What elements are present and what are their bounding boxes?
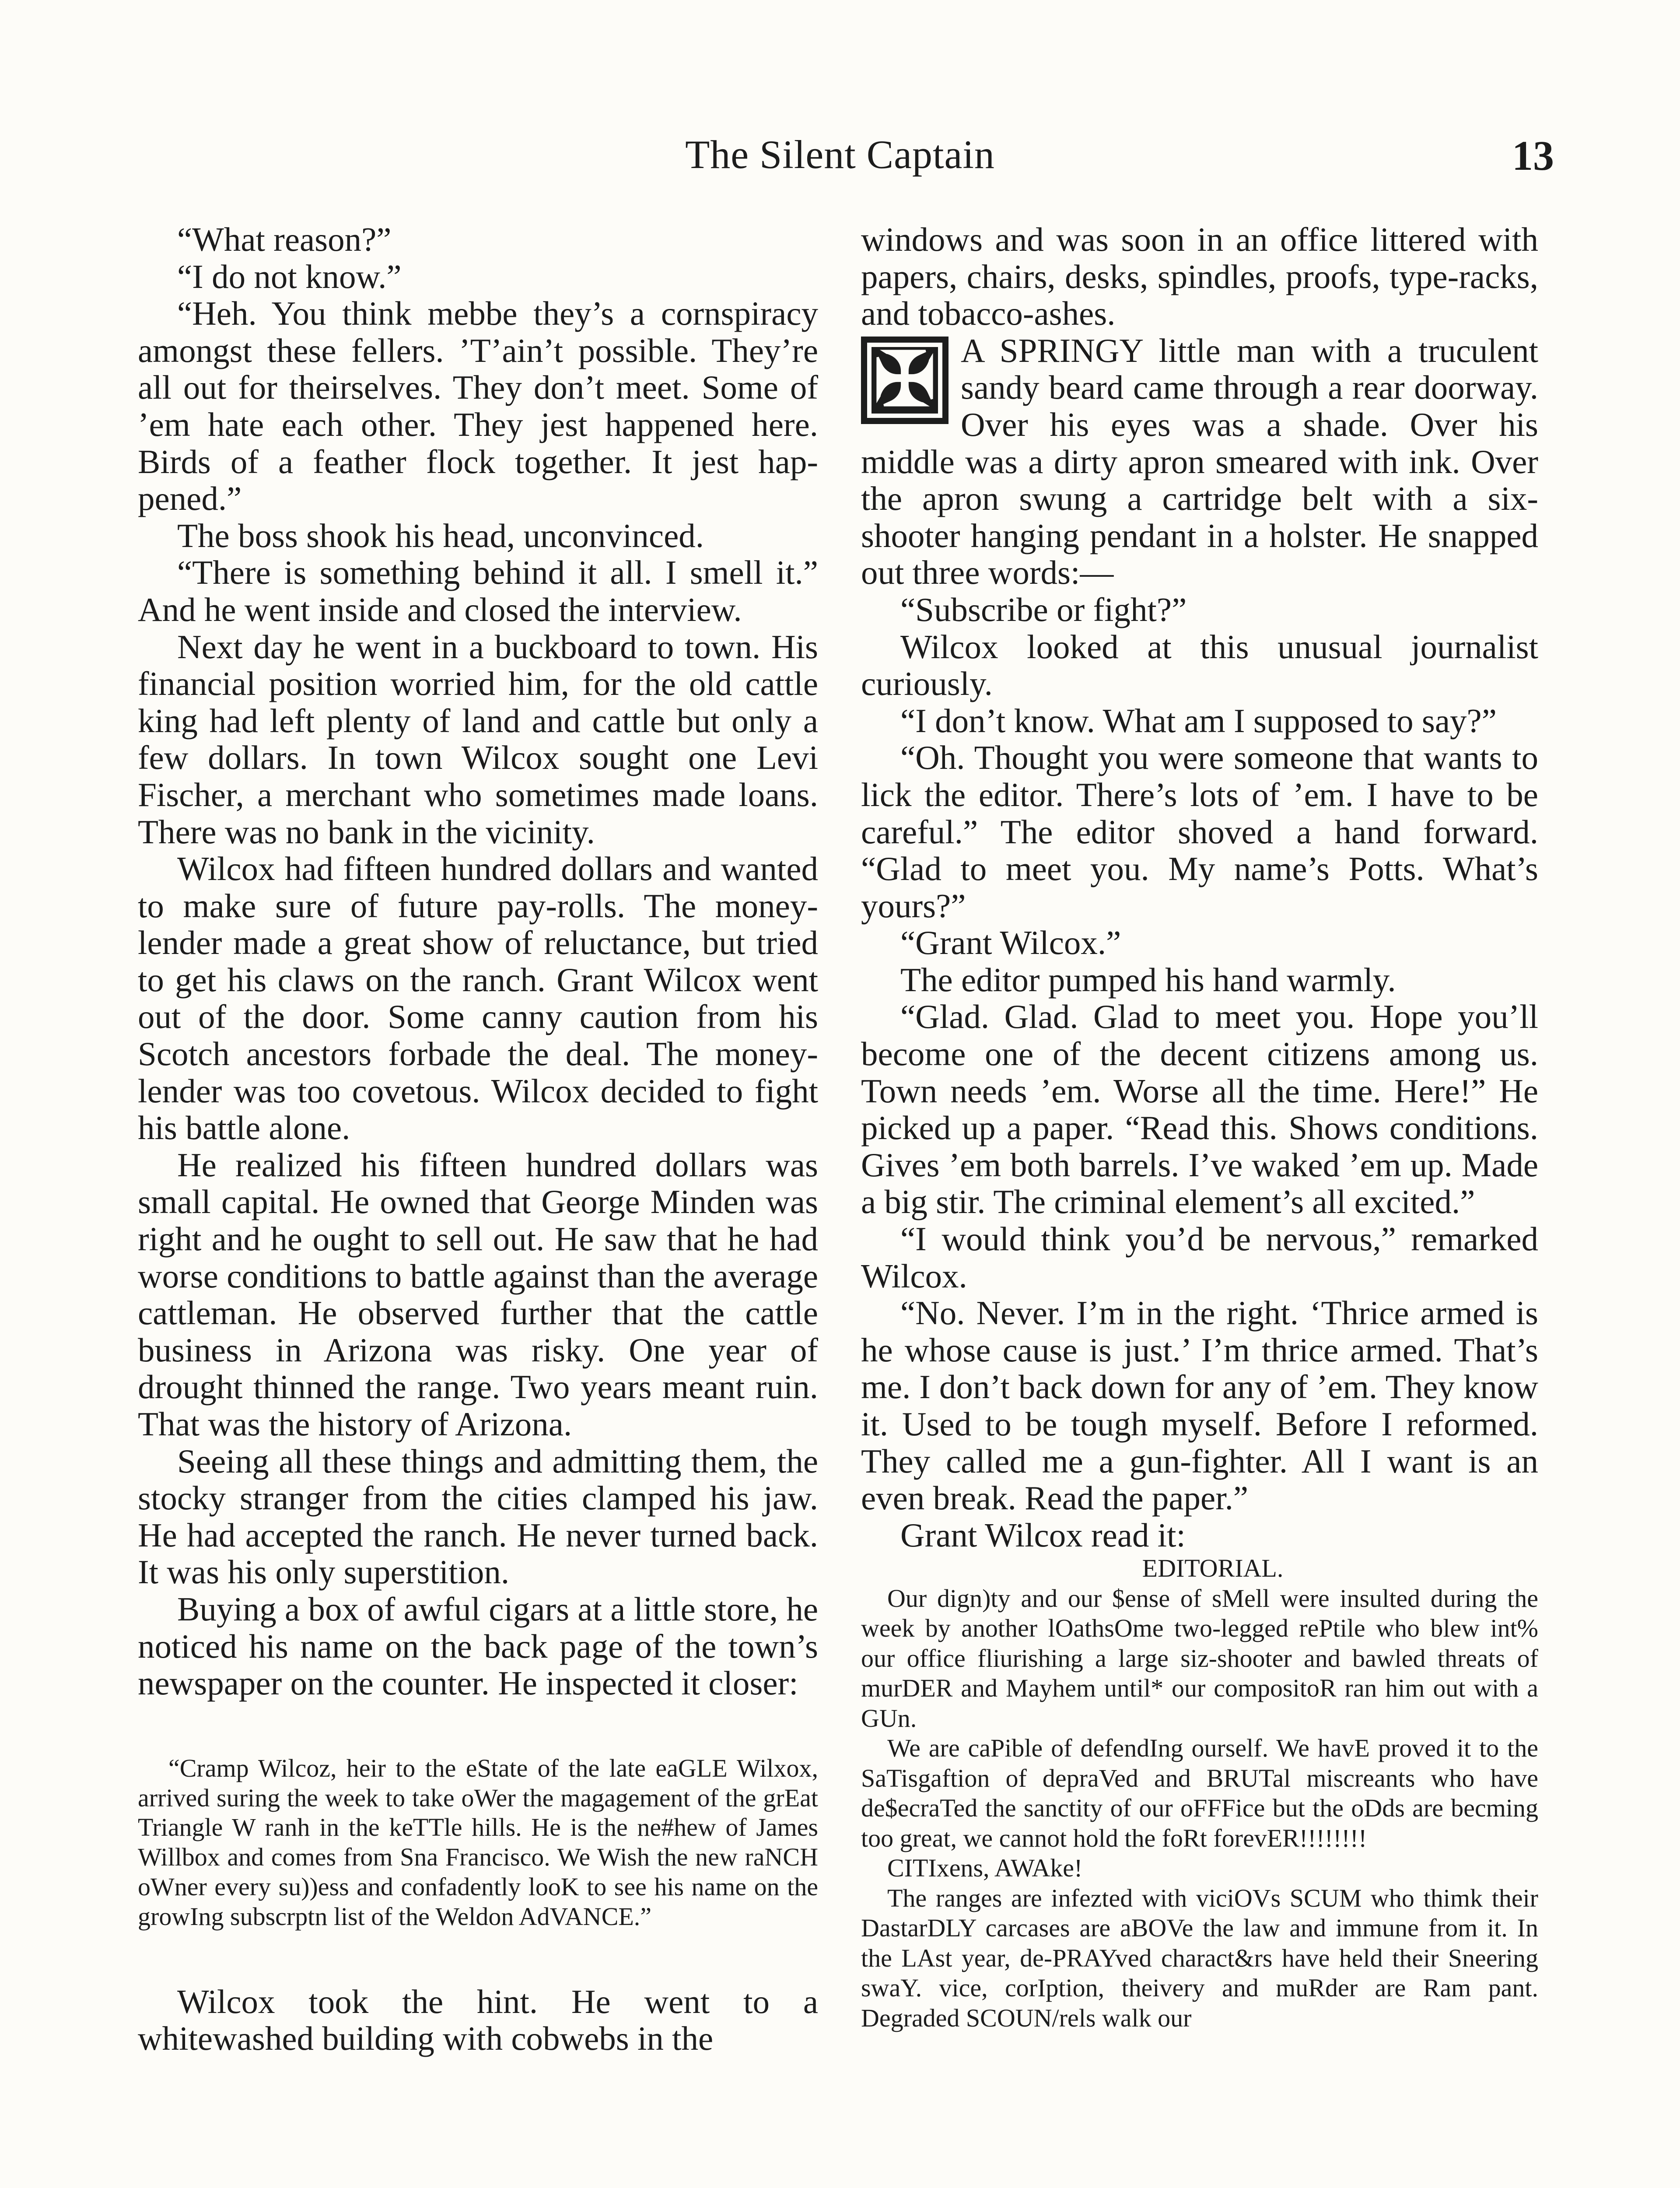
dropcap-paragraph-text: A SPRINGY little man with a truculent sandy beard came through a rear doorway. Over his eyes was a shade. Over his middle was a dirty apron smeared with ink. Over the apron swung a cartridge belt with a six-shooter hanging pendant in a holster. He snapped out three words:—	[861, 331, 1538, 592]
paragraph: Next day he went in a buckboard to town. His financial position worried him, for the old cattle king had left plenty of land and cattle but only a few dollars. In town Wilcox sought one Levi Fischer, a merchant who sometimes made loans. There was no bank in the vicinity.	[138, 628, 818, 851]
page-number: 13	[1512, 132, 1554, 179]
paragraph: Seeing all these things and admitting them, the stocky stranger from the cities clamped his jaw. He had accepted the ranch. He never turned back. It was his only superstition.	[138, 1442, 818, 1591]
running-head-title: The Silent Captain	[685, 132, 995, 177]
editorial-paragraph: CITIxens, AWAke!	[887, 1854, 1083, 1883]
paragraph: “I would think you’d be nervous,” remarked Wilcox.	[861, 1220, 1538, 1295]
paragraph: “No. Never. I’m in the right. ‘Thrice armed is he whose cause is just.’ I’m thrice armed. That’s me. I don’t back down for any of ’em. They know it. Used to be tough myself. Before I reformed. They called me a gun-fighter. All I want is an even break. Read the paper.”	[861, 1294, 1538, 1517]
left-column	[138, 221, 818, 2057]
paragraph: Wilcox took the hint. He went to a whitewashed building with cobwebs in the	[138, 1982, 818, 2058]
paragraph: The boss shook his head, unconvinced.	[177, 516, 704, 554]
paragraph: Buying a box of awful cigars at a little store, he noticed his name on the back page of the town’s newspaper on the counter. He inspected it closer:	[138, 1590, 818, 1702]
dropcap-paragraph	[861, 332, 1538, 591]
paragraph: He realized his fifteen hundred dollars was small capital. He owned that George Minden was right and he ought to sell out. He saw that he had worse conditions to battle against than the average cattleman. He observed further that the cattle business in Arizona was risky. One year of drought thinned the range. Two years meant ruin. That was the history of Arizona.	[138, 1146, 818, 1443]
paragraph: Wilcox looked at this unusual journalist curiously.	[861, 628, 1538, 703]
editorial-section	[861, 1553, 1538, 2033]
editorial-heading: EDITORIAL.	[1142, 1554, 1284, 1583]
paragraph: “Subscribe or fight?”	[900, 590, 1187, 628]
paragraph: “Grant Wilcox.”	[900, 924, 1121, 962]
paragraph: “I don’t know. What am I supposed to say?”	[900, 701, 1497, 740]
right-column	[861, 221, 1538, 2033]
editorial-paragraph: We are caPible of defendIng ourself. We havE proved it to the SaTisgaftion of depraVed and BRUTal miscreants who have de$ecraTed the sanctity of our oFFFice but the oDds are becming too great, we cannot hold the foRt forevER!!!!!!!!	[861, 1734, 1538, 1852]
ornamental-dropcap-icon: ✠	[861, 337, 948, 424]
paragraph: “Oh. Thought you were someone that wants to lick the editor. There’s lots of ’em. I have to be careful.” The editor shoved a hand forward. “Glad to meet you. My name’s Potts. What’s yours?”	[861, 739, 1538, 925]
editorial-paragraph: Our dign)ty and our $ense of sMell were insulted during the week by another lOathsOme two-legged rePtile who blew int% our office fliurishing a large siz-shooter and bawled threats of murDER and Mayhem until* our compositoR ran him out with a GUn.	[861, 1584, 1538, 1732]
paragraph: “What reason?”	[177, 221, 392, 258]
paragraph: “I do not know.”	[177, 257, 402, 295]
paragraph: “Heh. You think mebbe they’s a cornspiracy amongst these fellers. ’T’ain’t possible. They’re all out for theirselves. They don’t meet. Some of ’em hate each other. They jest happened here. Birds of a feather flock together. It jest happened.”	[138, 295, 818, 518]
newspaper-notice	[138, 1753, 818, 1932]
paragraph: “There is something behind it all. I smell it.” And he went inside and closed the interview.	[138, 554, 818, 628]
paragraph: The editor pumped his hand warmly.	[900, 961, 1396, 999]
newspaper-notice-text: “Cramp Wilcoz, heir to the eState of the late eaGLE Wilxox, arrived suring the week to take oWer the magagement of the grEat Triangle W ranh in the keTTle hills. He is the ne#hew of James Willbox and comes from Sna Francisco. We Wish the new raNCH oWner every su))ess and confadently looK to see his name on the growIng subscrptn list of the Weldon AdVANCE.”	[138, 1753, 818, 1931]
paragraph: Wilcox had fifteen hundred dollars and wanted to make sure of future pay-rolls. The money-lender made a great show of reluctance, but tried to get his claws on the ranch. Grant Wilcox went out of the door. Some canny caution from his Scotch ancestors forbade the deal. The money-lender was too covetous. Wilcox decided to fight his battle alone.	[138, 850, 818, 1147]
paragraph: “Glad. Glad. Glad to meet you. Hope you’ll become one of the decent citizens among us. Town needs ’em. Worse all the time. Here!” He picked up a paper. “Read this. Shows conditions. Gives ’em both barrels. I’ve waked ’em up. Made a big stir. The criminal element’s all excited.”	[861, 998, 1538, 1221]
paragraph: Grant Wilcox read it:	[900, 1516, 1186, 1554]
editorial-paragraph: The ranges are infezted with viciOVs SCUM who thimk their DastarDLY carcases are aBOVe the law and immune from it. In the LAst year, de-PRAYved charact&rs have held their Sneering swaY. vice, corIption, theivery and muRder are Ram pant. Degraded SCOUN/rels walk our	[861, 1883, 1538, 2032]
paragraph: windows and was soon in an office littered with papers, chairs, desks, spindles, proofs, type-racks, and tobacco-ashes.	[861, 221, 1538, 333]
